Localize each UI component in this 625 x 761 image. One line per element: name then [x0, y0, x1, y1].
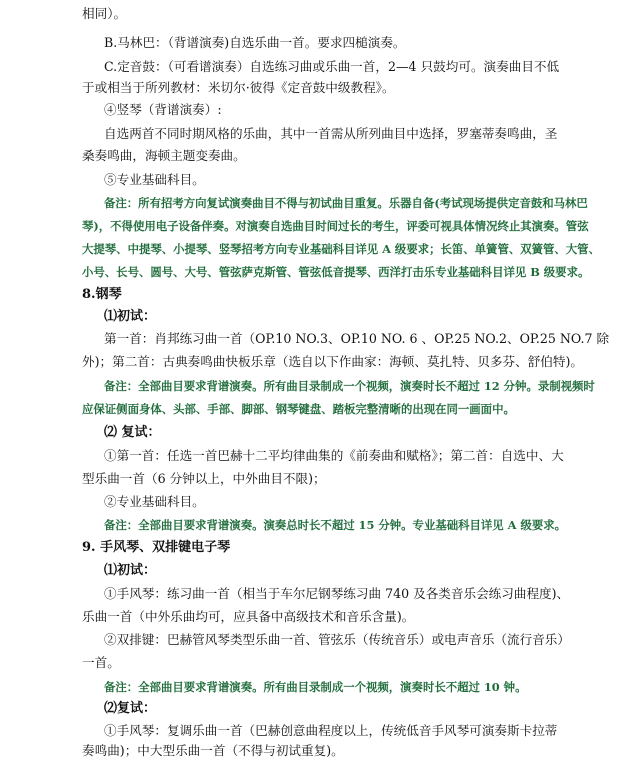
text-line: ②专业基础科目。 [104, 494, 205, 509]
text-line: 奏鸣曲)；中大型乐曲一首（不得与初试重复)。 [82, 743, 344, 758]
subheading-preliminary: ⑴初试： [104, 563, 157, 578]
note-line: 小号、长号、圆号、大号、管弦萨克斯管、管弦低音提琴、西洋打击乐专业基础科目详见 B 级要求。 [82, 265, 590, 279]
text-line: 外)；第二首：古典奏鸣曲快板乐章（选自以下作曲家：海顿、莫扎特、贝多芬、舒伯特)。 [82, 354, 583, 369]
subheading-preliminary: ⑴初试： [104, 309, 157, 324]
text-line: 第一首：肖邦练习曲一首（OP.10 NO.3、OP.10 NO. 6 、OP.25 NO.2、OP.25 NO.7 除 [104, 331, 610, 346]
text-line: C.定音鼓：（可看谱演奏）自选练习曲或乐曲一首，2—4 只鼓均可。演奏曲目不低 [104, 59, 560, 74]
text-line: 于或相当于所列教材：米切尔·彼得《定音鼓中级教程》。 [82, 80, 395, 95]
section-heading-accordion: 9. 手风琴、双排键电子琴 [82, 540, 231, 555]
text-line: 一首。 [82, 655, 120, 670]
text-line: ②双排键：巴赫管风琴类型乐曲一首、管弦乐（传统音乐）或电声音乐（流行音乐） [104, 632, 570, 647]
text-line: 自选两首不同时期风格的乐曲，其中一首需从所列曲目中选择，罗塞蒂奏鸣曲，圣 [104, 126, 558, 141]
text-line: ①手风琴：复调乐曲一首（巴赫创意曲程度以上，传统低音手风琴可演奏斯卡拉蒂 [104, 723, 558, 738]
text-line: ④竖琴（背谱演奏）: [104, 102, 222, 117]
note-line: 琴)，不得使用电子设备伴奏。对演奏自选曲目时间过长的考生，评委可视具体情况终止其演奏。管弦 [82, 219, 589, 233]
subheading-retest: ⑵复试： [104, 701, 157, 716]
note-line: 备注：所有招考方向复试演奏曲目不得与初试曲目重复。乐器自备(考试现场提供定音鼓和马林巴 [104, 196, 588, 210]
note-line: 备注：全部曲目要求背谱演奏。所有曲目录制成一个视频，演奏时长不超过 12 分钟。录制视频时 [104, 379, 595, 393]
text-line: 相同）。 [82, 6, 127, 21]
text-line: B.马林巴：（背谱演奏)自选乐曲一首。要求四槌演奏。 [104, 35, 406, 50]
text-line: 桑奏鸣曲，海顿主题变奏曲。 [82, 148, 246, 163]
text-line: ①第一首：任选一首巴赫十二平均律曲集的《前奏曲和赋格》；第二首：自选中、大 [104, 448, 564, 463]
note-line: 应保证侧面身体、头部、手部、脚部、钢琴键盘、踏板完整清晰的出现在同一画面中。 [82, 402, 515, 416]
text-line: 型乐曲一首（6 分钟以上，中外曲目不限)； [82, 471, 326, 486]
note-line: 大提琴、中提琴、小提琴、竖琴招考方向专业基础科目详见 A 级要求；长笛、单簧管、双簧管、大管、 [82, 242, 600, 256]
text-line: 乐曲一首（中外乐曲均可，应具备中高级技术和音乐含量)。 [82, 609, 415, 624]
text-line: ①手风琴：练习曲一首（相当于车尔尼钢琴练习曲 740 及各类音乐会练习曲程度)、 [104, 586, 570, 601]
note-line: 备注：全部曲目要求背谱演奏。演奏总时长不超过 15 分钟。专业基础科目详见 A 级要求。 [104, 518, 567, 532]
section-heading-piano: 8.钢琴 [82, 287, 122, 302]
subheading-retest: ⑵ 复试： [104, 425, 161, 440]
note-line: 备注：全部曲目要求背谱演奏。所有曲目录制成一个视频，演奏时长不超过 10 钟。 [104, 680, 527, 694]
text-line: ⑤专业基础科目。 [104, 172, 205, 187]
